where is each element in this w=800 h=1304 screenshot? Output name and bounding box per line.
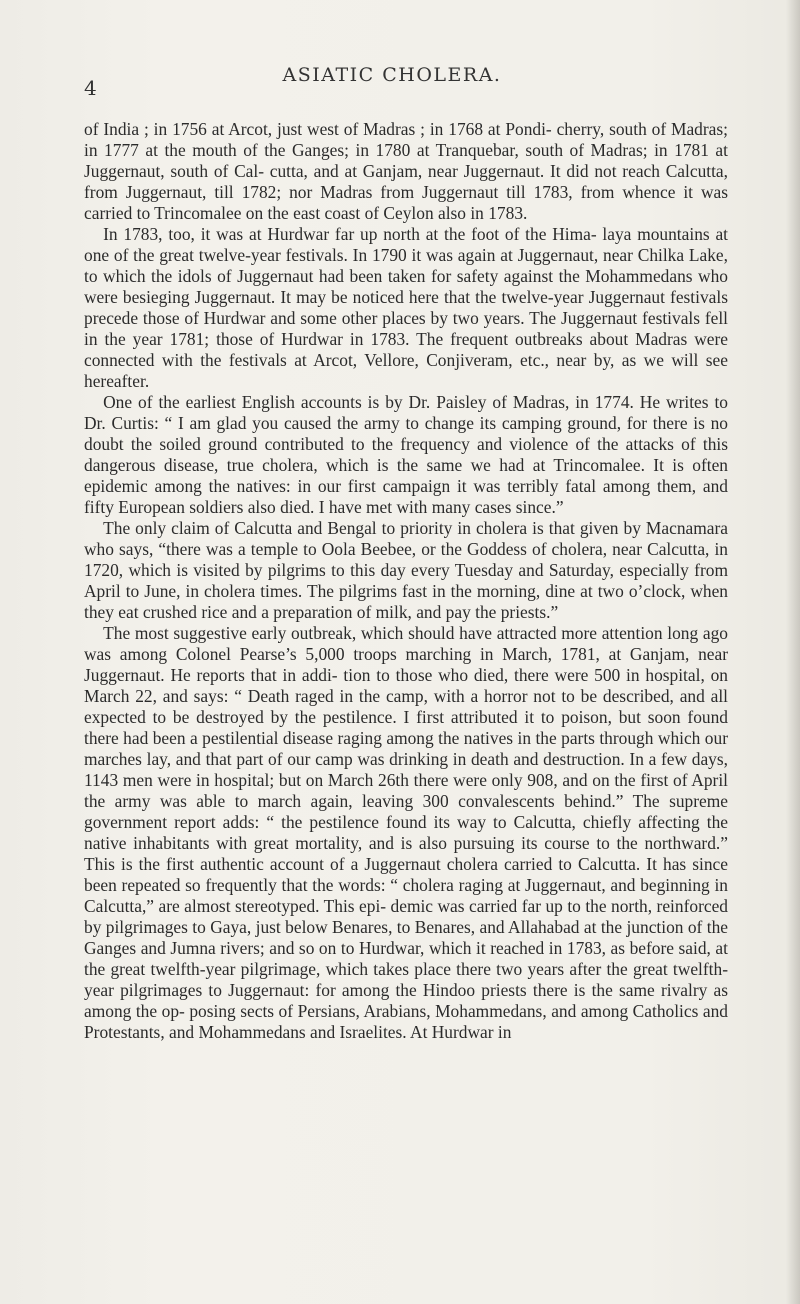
page-edge-shadow — [786, 0, 800, 1304]
paragraph: In 1783, too, it was at Hurdwar far up north at the foot of the Hima- laya mountains at one of the great twelve-year festivals. In 1790 it was again at Juggernaut, near Chilka Lake, to which the idols of Juggernaut had been taken for safety against the Mohammedans who were besieging Juggernaut. It may be noticed here that the twelve-year Juggernaut festivals precede those of Hurdwar and some other places by two years. The Juggernaut festivals fell in the year 1781; those of Hurdwar in 1783. The frequent outbreaks about Madras were connected with the festivals at Arcot, Vellore, Conjiveram, etc., near by, as we will see hereafter. — [84, 224, 728, 391]
paragraph: The only claim of Calcutta and Bengal to priority in cholera is that given by Macnamara who says, “there was a temple to Oola Beebee, or the Goddess of cholera, near Calcutta, in 1720, which is visited by pilgrims to this day every Tuesday and Saturday, especially from April to June, in cholera times. The pilgrims fast in the morning, dine at two o’clock, when they eat crushed rice and a preparation of milk, and pay the priests.” — [84, 518, 728, 622]
paragraph: The most suggestive early outbreak, which should have attracted more attention long ago was among Colonel Pearse’s 5,000 troops marching in March, 1781, at Ganjam, near Juggernaut. He reports that in addi- tion to those who died, there were 500 in hospital, on March 22, and says: “ Death raged in the camp, with a horror not to be described, and all expected to be destroyed by the pestilence. I first attributed it to poison, but soon found there had been a pestilential disease raging among the natives in the parts through which our marches lay, and that part of our camp was drinking in death and destruction. In a few days, 1143 men were in hospital; but on March 26th there were only 908, and on the first of April the army was able to march again, leaving 300 convalescents behind.” The supreme government report adds: “ the pestilence found its way to Calcutta, chiefly affecting the native inhabitants with great mortality, and is also pursuing its course to the northward.” This is the first authentic account of a Juggernaut cholera carried to Calcutta. It has since been repeated so frequently that the words: “ cholera raging at Juggernaut, and beginning in Calcutta,” are almost stereotyped. This epi- demic was carried far up to the north, reinforced by pilgrimages to Gaya, just below Benares, to Benares, and Allahabad at the junction of the Ganges and Jumna rivers; and so on to Hurdwar, which it reached in 1783, as before said, at the great twelfth-year pilgrimage, which takes place there two years after the great twelfth-year pilgrimages to Juggernaut: for among the Hindoo priests there is the same rivalry as among the op- posing sects of Persians, Arabians, Mohammedans, and among Catholics and Protestants, and Mohammedans and Israelites. At Hurdwar in — [84, 623, 728, 1042]
page-number: 4 — [84, 76, 97, 100]
page-header — [62, 64, 722, 100]
running-head: ASIATIC CHOLERA. — [282, 64, 502, 86]
paragraph: of India ; in 1756 at Arcot, just west of Madras ; in 1768 at Pondi- cherry, south of Madras; in 1777 at the mouth of the Ganges; in 1780 at Tranquebar, south of Madras; in 1781 at Juggernaut, south of Cal- cutta, and at Ganjam, near Juggernaut. It did not reach Calcutta, from Juggernaut, till 1782; nor Madras from Juggernaut till 1783, from whence it was carried to Trincomalee on the east coast of Ceylon also in 1783. — [84, 119, 728, 223]
body-text — [84, 119, 728, 1043]
paragraph: One of the earliest English accounts is by Dr. Paisley of Madras, in 1774. He writes to Dr. Curtis: “ I am glad you caused the army to change its camping ground, for there is no doubt the soiled ground contributed to the frequency and violence of the attacks of this dangerous disease, true cholera, which is the same we had at Trincomalee. It is often epidemic among the natives: in our first campaign it was terribly fatal among them, and fifty European soldiers also died. I have met with many cases since.” — [84, 392, 728, 517]
